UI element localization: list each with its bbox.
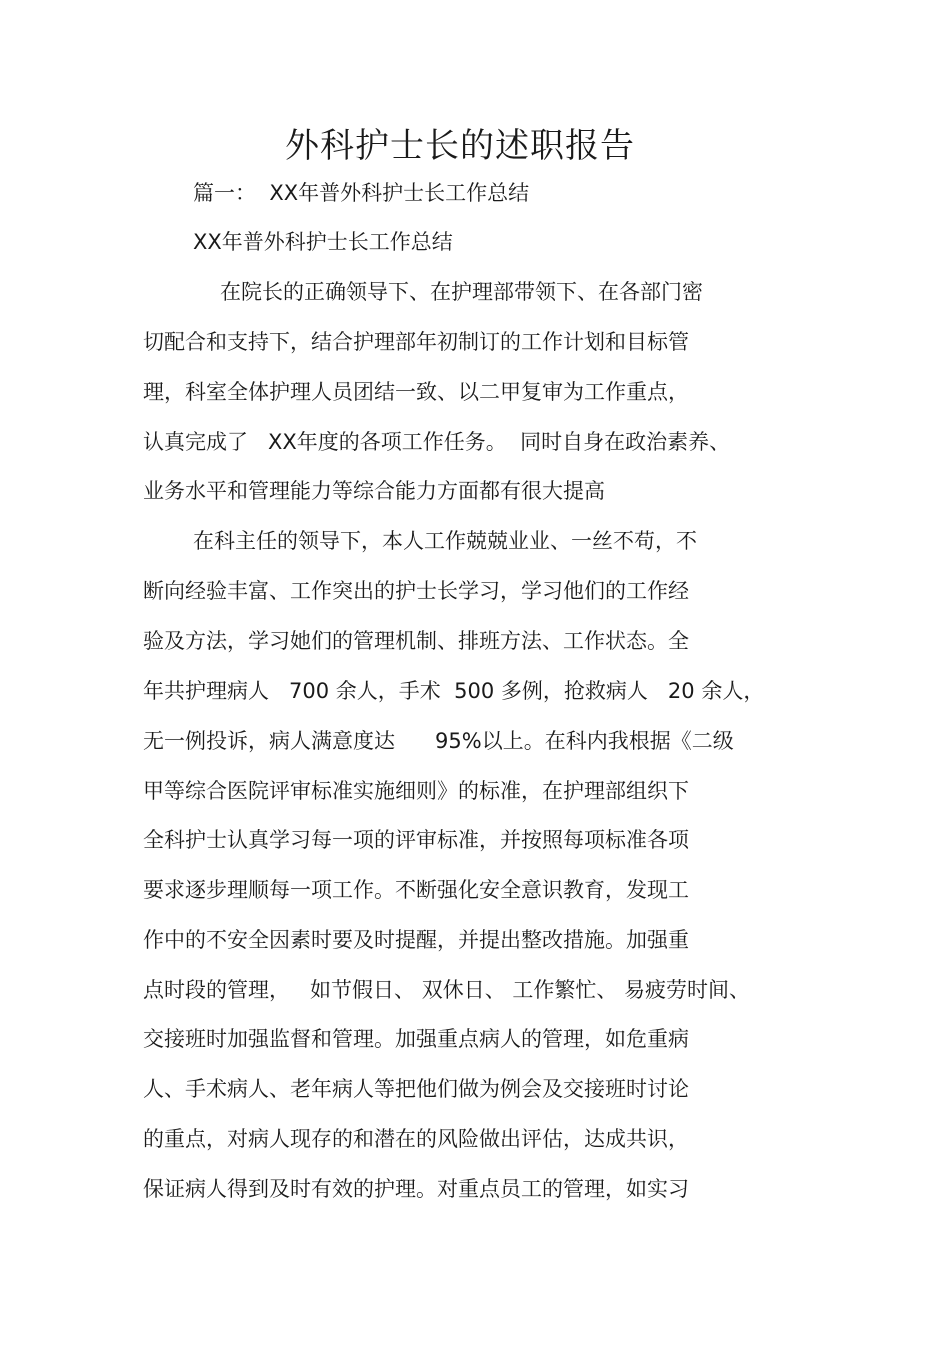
paragraph-line: 点时段的管理， 如节假日、 双休日、 工作繁忙、 易疲劳时间、 [143,978,751,1002]
paragraph-line: 保证病人得到及时有效的护理。对重点员工的管理，如实习 [143,1177,689,1201]
document-title: 外科护士长的述职报告 [285,126,635,166]
paragraph-line: 业务水平和管理能力等综合能力方面都有很大提高 [143,479,605,503]
paragraph-line: 年共护理病人 700 余人，手术 500 多例，抢救病人 20 余人， [143,679,765,703]
subheading: XX年普外科护士长工作总结 [193,230,453,254]
chapter-heading: 篇一： XX年普外科护士长工作总结 [193,181,530,205]
paragraph-line: 无一例投诉，病人满意度达 95%以上。在科内我根据《二级 [143,729,734,753]
paragraph-line: 要求逐步理顺每一项工作。不断强化安全意识教育，发现工 [143,878,689,902]
paragraph-line: 甲等综合医院评审标准实施细则》的标准，在护理部组织下 [143,779,689,803]
paragraph-line: 认真完成了 XX年度的各项工作任务。 同时自身在政治素养、 [143,430,731,454]
paragraph-line: 在院长的正确领导下、在护理部带领下、在各部门密 [220,280,703,304]
paragraph-line: 在科主任的领导下，本人工作兢兢业业、一丝不苟，不 [193,529,697,553]
paragraph-line: 切配合和支持下，结合护理部年初制订的工作计划和目标管 [143,330,689,354]
paragraph-line: 人、手术病人、老年病人等把他们做为例会及交接班时讨论 [143,1077,689,1101]
paragraph-line: 全科护士认真学习每一项的评审标准，并按照每项标准各项 [143,828,689,852]
paragraph-line: 断向经验丰富、工作突出的护士长学习，学习他们的工作经 [143,579,689,603]
paragraph-line: 理，科室全体护理人员团结一致、以二甲复审为工作重点， [143,380,689,404]
paragraph-line: 作中的不安全因素时要及时提醒，并提出整改措施。加强重 [143,928,689,952]
paragraph-line: 的重点，对病人现存的和潜在的风险做出评估，达成共识， [143,1127,689,1151]
paragraph-line: 交接班时加强监督和管理。加强重点病人的管理，如危重病 [143,1027,689,1051]
paragraph-line: 验及方法，学习她们的管理机制、排班方法、工作状态。全 [143,629,689,653]
